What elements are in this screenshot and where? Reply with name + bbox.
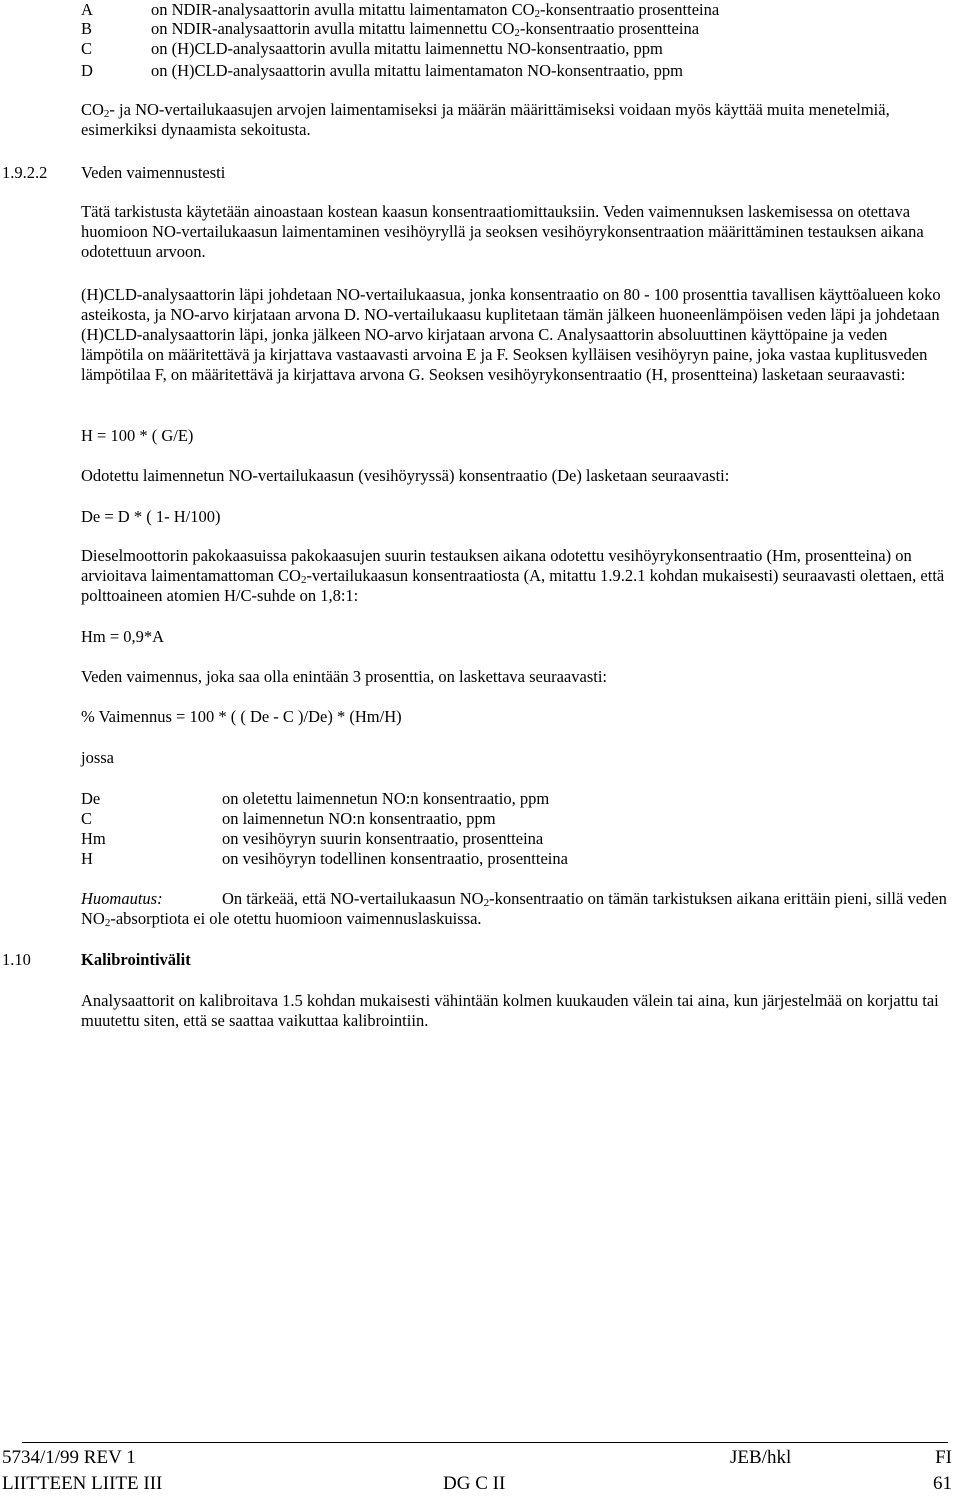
equation: % Vaimennus = 100 * ( ( De - C )/De) * (Hm/H) — [81, 707, 402, 726]
variable-key: C — [81, 39, 93, 58]
paragraph: Veden vaimennus, joka saa olla enintään 3 prosenttia, on laskettava seuraavasti: — [81, 667, 607, 686]
variable-desc: on (H)CLD-analysaattorin avulla mitattu laimennettu NO-konsentraatio, ppm — [151, 39, 663, 58]
paragraph: Odotettu laimennetun NO-vertailukaasun (vesihöyryssä) konsentraatio (De) lasketaan seuraavasti: — [81, 466, 730, 485]
footer-lang: FI — [935, 1447, 952, 1468]
note-text — [81, 889, 951, 929]
footer-doc-ref: 5734/1/99 REV 1 — [2, 1447, 136, 1468]
variable-key: D — [81, 61, 93, 80]
note-text-span: On tärkeää, että NO-vertailukaasun NO — [222, 889, 484, 908]
variable-desc: on NDIR-analysaattorin avulla mitattu laimennettu $CO_2$-konsentraatio prosentteina — [151, 19, 700, 39]
footer-divider — [22, 1442, 948, 1443]
subscript: 2 — [104, 917, 111, 929]
footer-annex: LIITTEEN LIITE III — [2, 1473, 163, 1494]
footer-page-number: 61 — [933, 1473, 952, 1494]
variable-desc: on (H)CLD-analysaattorin avulla mitattu laimentamaton NO-konsentraatio, ppm — [151, 61, 683, 80]
section-number: 1.10 — [2, 950, 31, 969]
equation: Hm = 0,9*A — [81, 627, 165, 646]
footer-author: JEB/hkl — [730, 1447, 792, 1468]
definition-desc: on oletettu laimennetun NO:n konsentraatio, ppm — [222, 789, 550, 808]
definition-desc: on laimennetun NO:n konsentraatio, ppm — [222, 809, 496, 828]
paragraph: Analysaattorit on kalibroitava 1.5 kohdan mukaisesti vähintään kolmen kuukauden välein tai aina, kun järjestelmää on korjattu tai muutettu siten, että se saattaa vaikuttaa kalibrointiin. — [81, 991, 939, 1030]
paragraph: (H)CLD-analysaattorin läpi johdetaan NO-vertailukaasua, jonka konsentraatio on 80 - 100 prosenttia tavallisen käyttöalueen koko asteikosta, ja NO-arvo kirjataan arvona D. NO-vertailukaasu kuplitetaan tämän jälkeen huoneenlämpöisen veden läpi ja johdetaan (H)CLD-analysaattorin läpi, jonka jälkeen NO-arvo kirjataan arvona C. Analysaattorin absoluuttinen käyttöpaine ja veden lämpötila on määritettävä ja kirjattava vastaavasti arvoina E ja F. Seoksen kylläisen vesihöyryn paine, joka vastaa kuplitusveden lämpötilaa F, on määritettävä ja kirjattava arvona G. Seoksen vesihöyrykonsentraatio (H, prosentteina) lasketaan seuraavasti: — [81, 285, 941, 384]
note-label: Huomautus: — [81, 889, 163, 908]
equation: H = 100 * ( G/E) — [81, 426, 194, 445]
definition-desc: on vesihöyryn suurin konsentraatio, prosentteina — [222, 829, 544, 848]
section-title: Veden vaimennustesti — [81, 163, 226, 182]
section-title: Kalibrointivälit — [81, 950, 191, 969]
footer-dg: DG C II — [443, 1473, 506, 1494]
variable-key: A — [81, 0, 93, 19]
definition-term: C — [81, 809, 93, 828]
note-text-span: -konsentraatio on tämän tarkistuksen aikana erittäin pieni, sillä veden NO — [81, 889, 947, 928]
definition-term: H — [81, 849, 93, 868]
definition-term: Hm — [81, 829, 106, 848]
variable-key: B — [81, 19, 93, 38]
section-number: 1.9.2.2 — [2, 163, 48, 182]
paragraph: Dieselmoottorin pakokaasuissa pakokaasujen suurin testauksen aikana odotettu vesihöyrykonsentraatio (Hm, prosentteina) on arvioitava laimentamattoman $CO_2$-vertailukaasun konsentraatiosta (A, mitattu 1.9.2.1 kohdan mukaisesti) seuraavasti olettaen, että polttoaineen atomien H/C-suhde on 1,8:1: — [81, 546, 945, 605]
equation: De = D * ( 1- H/100) — [81, 507, 221, 526]
definition-desc: on vesihöyryn todellinen konsentraatio, prosentteina — [222, 849, 568, 868]
note-text-span: -absorptiota ei ole otettu huomioon vaimennuslaskuissa. — [110, 909, 482, 928]
subscript: 2 — [483, 897, 490, 909]
paragraph: Tätä tarkistusta käytetään ainoastaan kostean kaasun konsentraatiomittauksiin. Veden vaimennuksen laskemisessa on otettava huomioon NO-vertailukaasun laimentaminen vesihöyryllä ja seoksen vesihöyrykonsentraation määrittäminen testauksen aikana odotettuun arvoon. — [81, 202, 924, 261]
variable-desc: on NDIR-analysaattorin avulla mitattu laimentamaton $CO_2$-konsentraatio prosentteina — [151, 0, 720, 20]
definition-term: De — [81, 789, 101, 808]
intro-paragraph: $CO_2-$ ja NO-vertailukaasujen arvojen laimentamiseksi ja määrän määrittämiseksi voidaan myös käyttää muita menetelmiä, esimerkiksi dynaamista sekoitusta. — [81, 100, 890, 139]
jossa-label: jossa — [81, 748, 114, 767]
